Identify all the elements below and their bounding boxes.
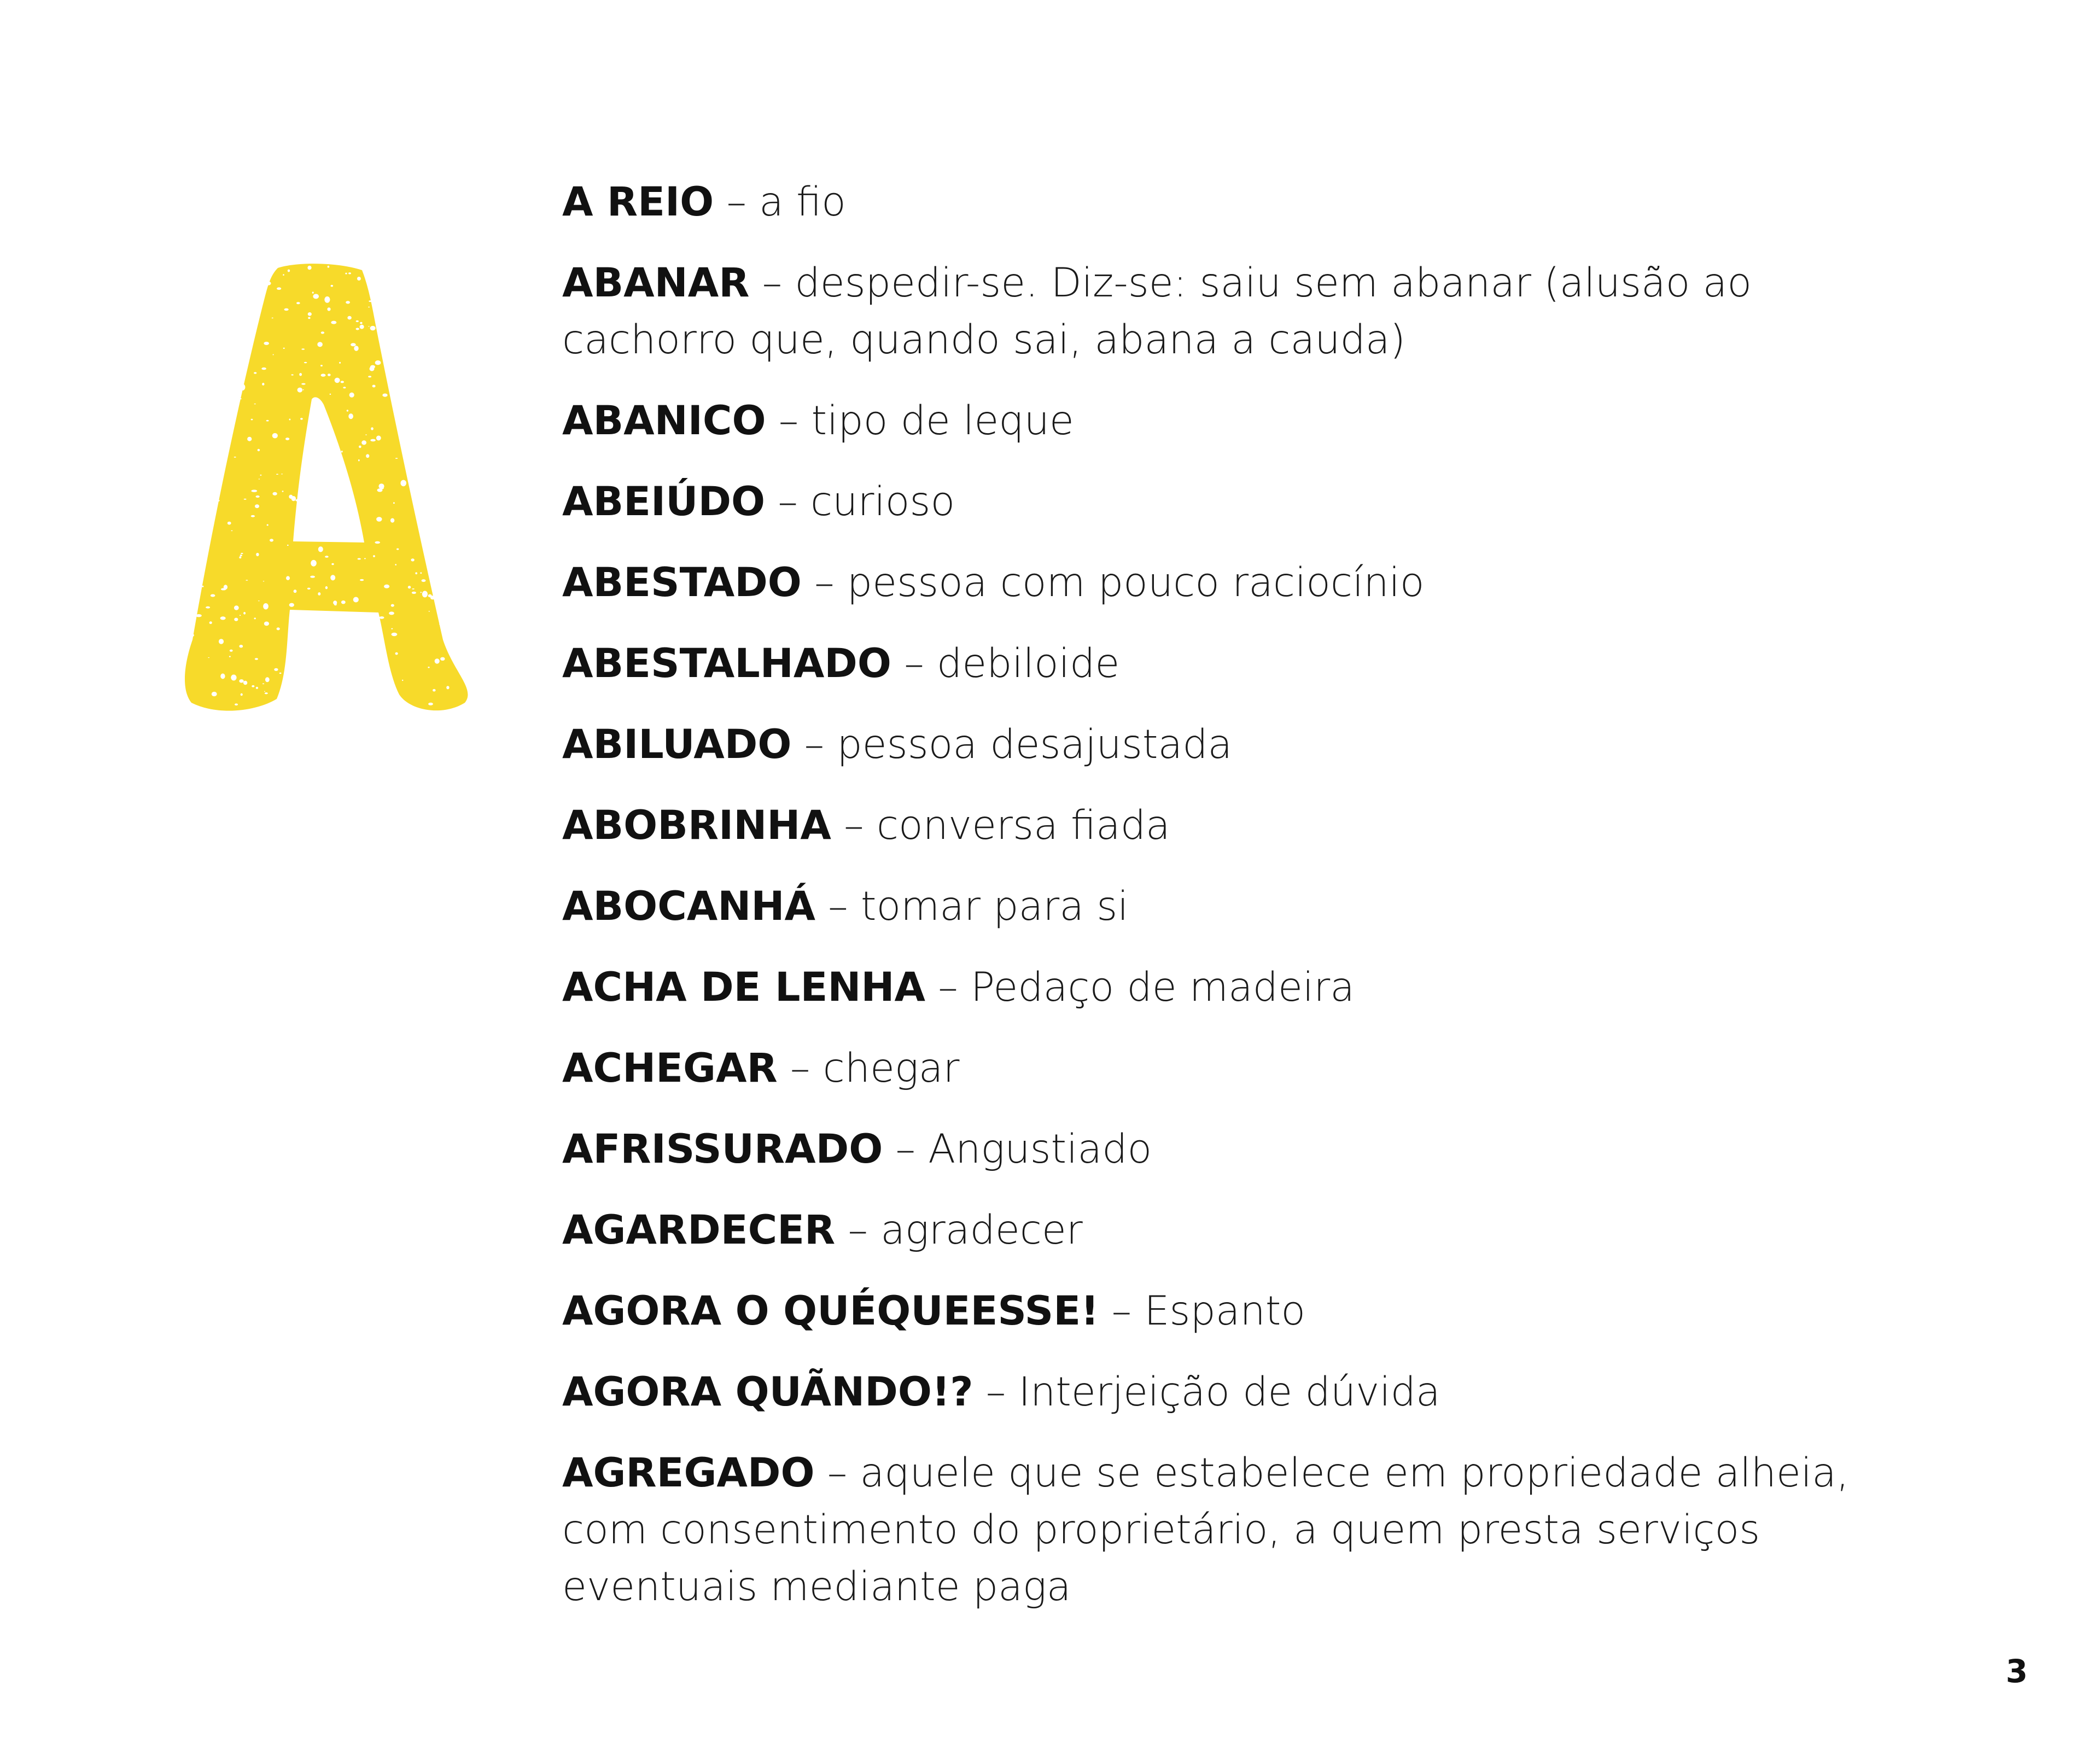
entry-term: AGORA QUÃNDO!? bbox=[562, 1369, 973, 1415]
glossary-entry bbox=[562, 1121, 1886, 1178]
entry-separator: – bbox=[844, 802, 864, 849]
entry-definition: pessoa com pouco raciocínio bbox=[847, 559, 1425, 606]
entry-definition: a fio bbox=[759, 179, 846, 225]
entry-definition: conversa fiada bbox=[876, 802, 1170, 849]
entry-term: ACHA DE LENHA bbox=[562, 964, 926, 1011]
glossary-entry bbox=[562, 174, 1886, 231]
entry-term: AGORA O QUÉQUEESSE! bbox=[562, 1288, 1099, 1334]
entry-separator: – bbox=[828, 883, 848, 930]
entry-term: A REIO bbox=[562, 179, 714, 225]
entry-term: ABILUADO bbox=[562, 721, 792, 768]
entry-separator: – bbox=[904, 640, 924, 687]
entry-definition: tipo de leque bbox=[811, 398, 1074, 444]
entry-separator: – bbox=[985, 1369, 1006, 1415]
entry-definition: Espanto bbox=[1144, 1288, 1306, 1334]
entry-definition: despedir-se. Diz-se: saiu sem abanar (alusão ao cachorro que, quando sai, abana a cauda) bbox=[562, 260, 1752, 363]
glossary-entry bbox=[562, 1202, 1886, 1259]
entry-definition: curioso bbox=[810, 479, 955, 525]
entry-separator: – bbox=[762, 260, 783, 306]
entry-definition: Angustiado bbox=[928, 1126, 1152, 1172]
entry-separator: – bbox=[778, 398, 799, 444]
glossary-entry bbox=[562, 716, 1886, 773]
entry-separator: – bbox=[790, 1045, 810, 1092]
entry-term: ABEIÚDO bbox=[562, 479, 766, 525]
entry-term: ABOBRINHA bbox=[562, 802, 831, 849]
glossary-entry bbox=[562, 1445, 1886, 1615]
entry-term: AFRISSURADO bbox=[562, 1126, 883, 1172]
glossary-entry bbox=[562, 555, 1886, 611]
glossary-entry bbox=[562, 797, 1886, 854]
entry-definition: pessoa desajustada bbox=[837, 721, 1233, 768]
entry-definition: Pedaço de madeira bbox=[970, 964, 1355, 1011]
entry-separator: – bbox=[804, 721, 825, 768]
entry-definition: aquele que se estabelece em propriedade alheia, com consentimento do proprietário, a quem presta serviços eventuais mediante paga bbox=[562, 1450, 1850, 1610]
entry-separator: – bbox=[726, 179, 746, 225]
entry-term: ABESTADO bbox=[562, 559, 802, 606]
glossary-entry bbox=[562, 959, 1886, 1016]
entry-definition: debiloide bbox=[936, 640, 1120, 687]
glossary-entry-list bbox=[562, 174, 1886, 1640]
letter-a-graphic bbox=[180, 257, 487, 716]
entry-separator: – bbox=[814, 559, 835, 606]
entry-term: AGARDECER bbox=[562, 1207, 836, 1253]
entry-separator: – bbox=[1111, 1288, 1132, 1334]
entry-separator: – bbox=[827, 1450, 848, 1496]
page-number: 3 bbox=[2005, 1653, 2028, 1690]
glossary-entry bbox=[562, 1364, 1886, 1421]
entry-term: ABANICO bbox=[562, 398, 766, 444]
glossary-entry bbox=[562, 635, 1886, 692]
glossary-entry bbox=[562, 878, 1886, 935]
entry-definition: chegar bbox=[822, 1045, 960, 1092]
entry-term: ABOCANHÁ bbox=[562, 883, 815, 930]
entry-term: AGREGADO bbox=[562, 1450, 815, 1496]
entry-separator: – bbox=[778, 479, 798, 525]
entry-term: ABESTALHADO bbox=[562, 640, 891, 687]
entry-separator: – bbox=[938, 964, 958, 1011]
glossary-entry bbox=[562, 255, 1886, 369]
entry-term: ACHEGAR bbox=[562, 1045, 778, 1092]
glossary-entry bbox=[562, 1283, 1886, 1340]
entry-separator: – bbox=[895, 1126, 915, 1172]
entry-term: ABANAR bbox=[562, 260, 750, 306]
entry-separator: – bbox=[848, 1207, 868, 1253]
glossary-entry bbox=[562, 1040, 1886, 1097]
glossary-entry bbox=[562, 393, 1886, 450]
entry-definition: tomar para si bbox=[860, 883, 1129, 930]
entry-definition: Interjeição de dúvida bbox=[1018, 1369, 1440, 1415]
decorative-letter-a bbox=[180, 257, 487, 716]
glossary-entry bbox=[562, 474, 1886, 530]
entry-definition: agradecer bbox=[880, 1207, 1083, 1253]
